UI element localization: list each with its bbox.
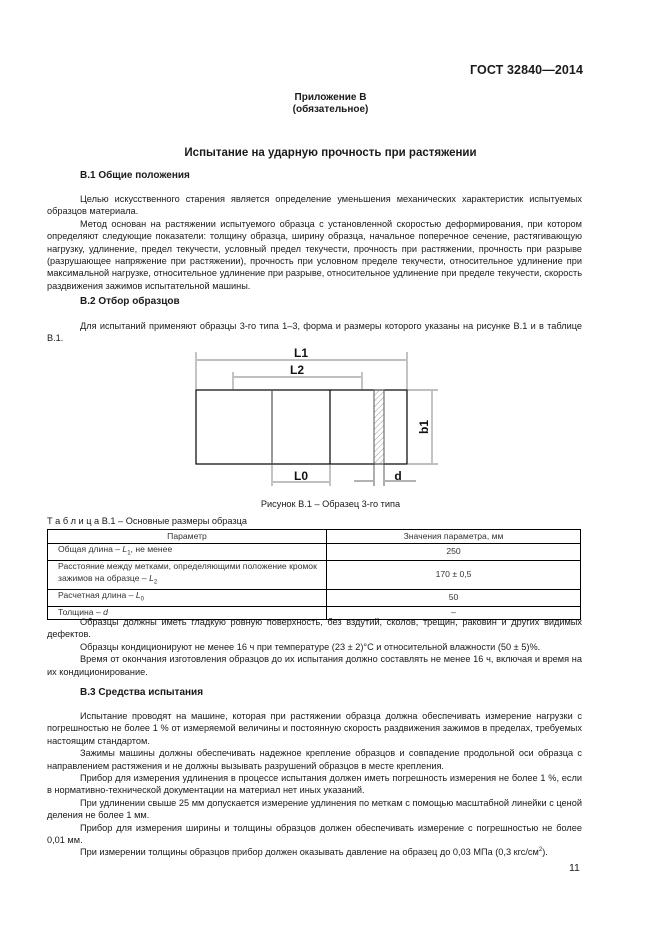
section-b3-heading: В.3 Средства испытания <box>80 687 204 698</box>
specimen-figure <box>180 340 460 510</box>
paragraph: Образцы должны иметь гладкую ровную поверхность, без вздутий, сколов, трещин, раковин и других видимых дефектов. <box>47 617 582 640</box>
annex-title: Приложение В <box>294 92 367 103</box>
parameter-cell: Толщина – d <box>48 607 327 620</box>
label-L0: L0 <box>293 469 309 483</box>
table-header-row <box>48 530 581 544</box>
value-cell: 250 <box>327 544 581 561</box>
paragraph: Для испытаний применяют образцы 3-го типа 1–3, форма и размеры которого указаны на рисунке В.1 и в таблице В.1. <box>47 321 582 344</box>
section-b1-heading: В.1 Общие положения <box>80 170 190 181</box>
dimensions-table <box>47 529 581 620</box>
parameter-cell: Расчетная длина – $L_0$ <box>48 589 327 606</box>
paragraph: Испытание проводят на машине, которая при растяжении образца должна обеспечивать измерение нагрузки с погрешностью не более 1 % от измеряемой величины и постоянную скорость раздвижения зажимов в пределах, требуемых настоящим стандартом. <box>47 711 582 746</box>
document-id: ГОСТ 32840—2014 <box>470 63 584 77</box>
table-row <box>48 544 581 561</box>
section-b2-heading: В.2 Отбор образцов <box>80 296 180 307</box>
paragraph: Целью искусственного старения является определение уменьшения механических характеристик испытуемых образцов материала. <box>47 194 582 217</box>
table-row <box>48 561 581 590</box>
parameter-cell: Общая длина – $L_1$, не менее <box>48 544 327 561</box>
section-b3-body <box>47 710 582 859</box>
dimension-d <box>354 464 416 486</box>
page-title: Испытание на ударную прочность при растяжении <box>184 147 477 159</box>
column-header-value: Значения параметра, мм <box>327 530 581 544</box>
table-caption: Т а б л и ц а В.1 – Основные размеры образца <box>47 516 247 526</box>
value-cell: – <box>327 607 581 620</box>
column-header-parameter: Параметр <box>48 530 327 544</box>
section-b2-after-table <box>47 616 582 678</box>
specimen-outline <box>196 390 407 464</box>
annex-status: (обязательное) <box>292 104 369 115</box>
paragraph: Метод основан на растяжении испытуемого образца с установленной скоростью деформирования, при котором определяют следующие показатели: толщину образца, ширину образца, начальное поперечное сечение, растягивающую нагрузку, удлинение, предел текучести, условный предел текучести, прочность при растяжении, прочность при разрыве (разрушающее напряжение при растяжении), прочность при условном пределе текучести, относительное удлинение при максимальной нагрузке, относительное удлинение при разрыве, относительное удлинение при пределе текучести, скорость раздвижения зажимов испытательной машины. <box>47 218 582 291</box>
label-d: d <box>394 469 402 483</box>
value-cell: 170 ± 0,5 <box>327 561 581 590</box>
paragraph: При измерении толщины образцов прибор должен оказывать давление на образец до 0,03 МПа (0,3 кгс/$см^2$). <box>80 847 548 858</box>
section-b1-body <box>47 193 582 292</box>
paragraph: При удлинении свыше 25 мм допускается измерение удлинения по меткам с помощью масштабной линейки с ценой деления не более 1 мм. <box>47 797 582 821</box>
figure-caption: Рисунок В.1 – Образец 3-го типа <box>260 499 401 509</box>
paragraph: Прибор для измерения удлинения в процессе испытания должен иметь погрешность измерения не более 1 %, если в нормативно-технической документации на материал нет иных указаний. <box>47 773 582 796</box>
label-L2: L2 <box>289 363 305 377</box>
paragraph: Образцы кондиционируют не менее 16 ч при температуре (23 ± 2)°С и относительной влажности (50 ± 5)%. <box>80 641 541 652</box>
label-b1: b1 <box>417 419 431 435</box>
paragraph: Зажимы машины должны обеспечивать надежное крепление образцов и совпадение продольной оси образца с направлением растяжения и не должны вызывать разрушений образцов в месте крепления. <box>47 748 582 771</box>
paragraph: Время от окончания изготовления образцов до их испытания должно составлять не менее 16 ч, включая и время на их кондиционирование. <box>47 654 582 677</box>
table-row <box>48 589 581 606</box>
parameter-cell: Расстояние между метками, определяющими положение кромок зажимов на образце – $L_2$ <box>48 561 327 590</box>
value-cell: 50 <box>327 589 581 606</box>
page-number: 11 <box>569 862 580 874</box>
paragraph: Прибор для измерения ширины и толщины образцов должен обеспечивать измерение с погрешностью не более 0,01 мм. <box>47 822 582 846</box>
label-L1: L1 <box>293 346 309 360</box>
